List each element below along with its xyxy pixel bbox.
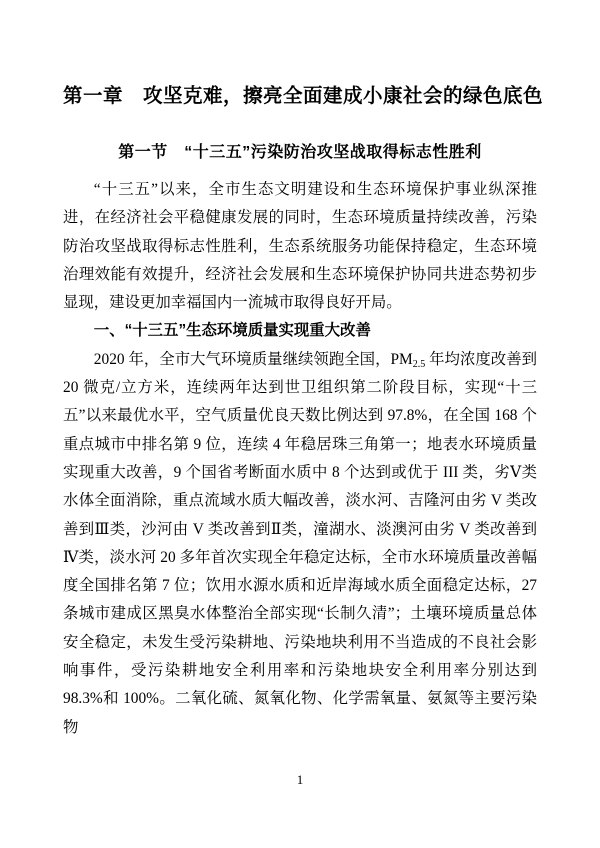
paragraph-achievements bbox=[63, 346, 537, 742]
page-number: 1 bbox=[296, 772, 304, 787]
subsection-heading: 一、“十三五”生态环境质量实现重大改善 bbox=[93, 322, 371, 340]
body-text-block bbox=[63, 176, 537, 742]
paragraph-achievements-post: 年均浓度改善到 20 微克/立方米，连续两年达到世卫组织第二阶段目标，实现“十三五”以来最优水平，空气质量优良天数比例达到 97.8%，在全国 168 个重点城市中排名第 9 位，连续 4 年稳居珠三角第一；地表水环境质量实现重大改善，9 个国省考断面水质中 8 个达到或优于 III 类，劣Ⅴ类水体全面消除，重点流域水质大幅改善，淡水河、吉隆河由劣 V 类改善到Ⅲ类，沙河由 V 类改善到Ⅱ类，潼湖水、淡澳河由劣 V 类改善到Ⅳ类，淡水河 20 多年首次实现全年稳定达标，全市水环境质量改善幅度全国排名第 7 位；饮用水源水质和近岸海域水质全面稳定达标，27 条城市建成区黑臭水体整治全部实现“长制久清”；土壤环境质量总体安全稳定，未发生受污染耕地、污染地块利用不当造成的不良社会影响事件，受污染耕地安全利用率和污染地块安全利用率分别达到 98.3%和 100%。二氧化硫、氮氧化物、化学需氧量、氨氮等主要污染物 bbox=[63, 350, 537, 736]
chapter-title: 第一章 攻坚克难，擦亮全面建成小康社会的绿色底色 bbox=[63, 86, 544, 107]
paragraph-intro: “十三五”以来，全市生态文明建设和生态环境保护事业纵深推进，在经济社会平稳健康发展的同时，生态环境质量持续改善，污染防治攻坚战取得标志性胜利，生态系统服务功能保持稳定，生态环境治理效能有效提升，经济社会发展和生态环境保护协同共进态势初步显现，建设更加幸福国内一流城市取得良好开局。 bbox=[63, 181, 537, 312]
paragraph-achievements-pre: 2020 年，全市大气环境质量继续领跑全国，PM bbox=[93, 350, 413, 368]
section-title: 第一节 “十三五”污染防治攻坚战取得标志性胜利 bbox=[118, 144, 482, 161]
pm25-subscript: 2.5 bbox=[412, 358, 426, 370]
